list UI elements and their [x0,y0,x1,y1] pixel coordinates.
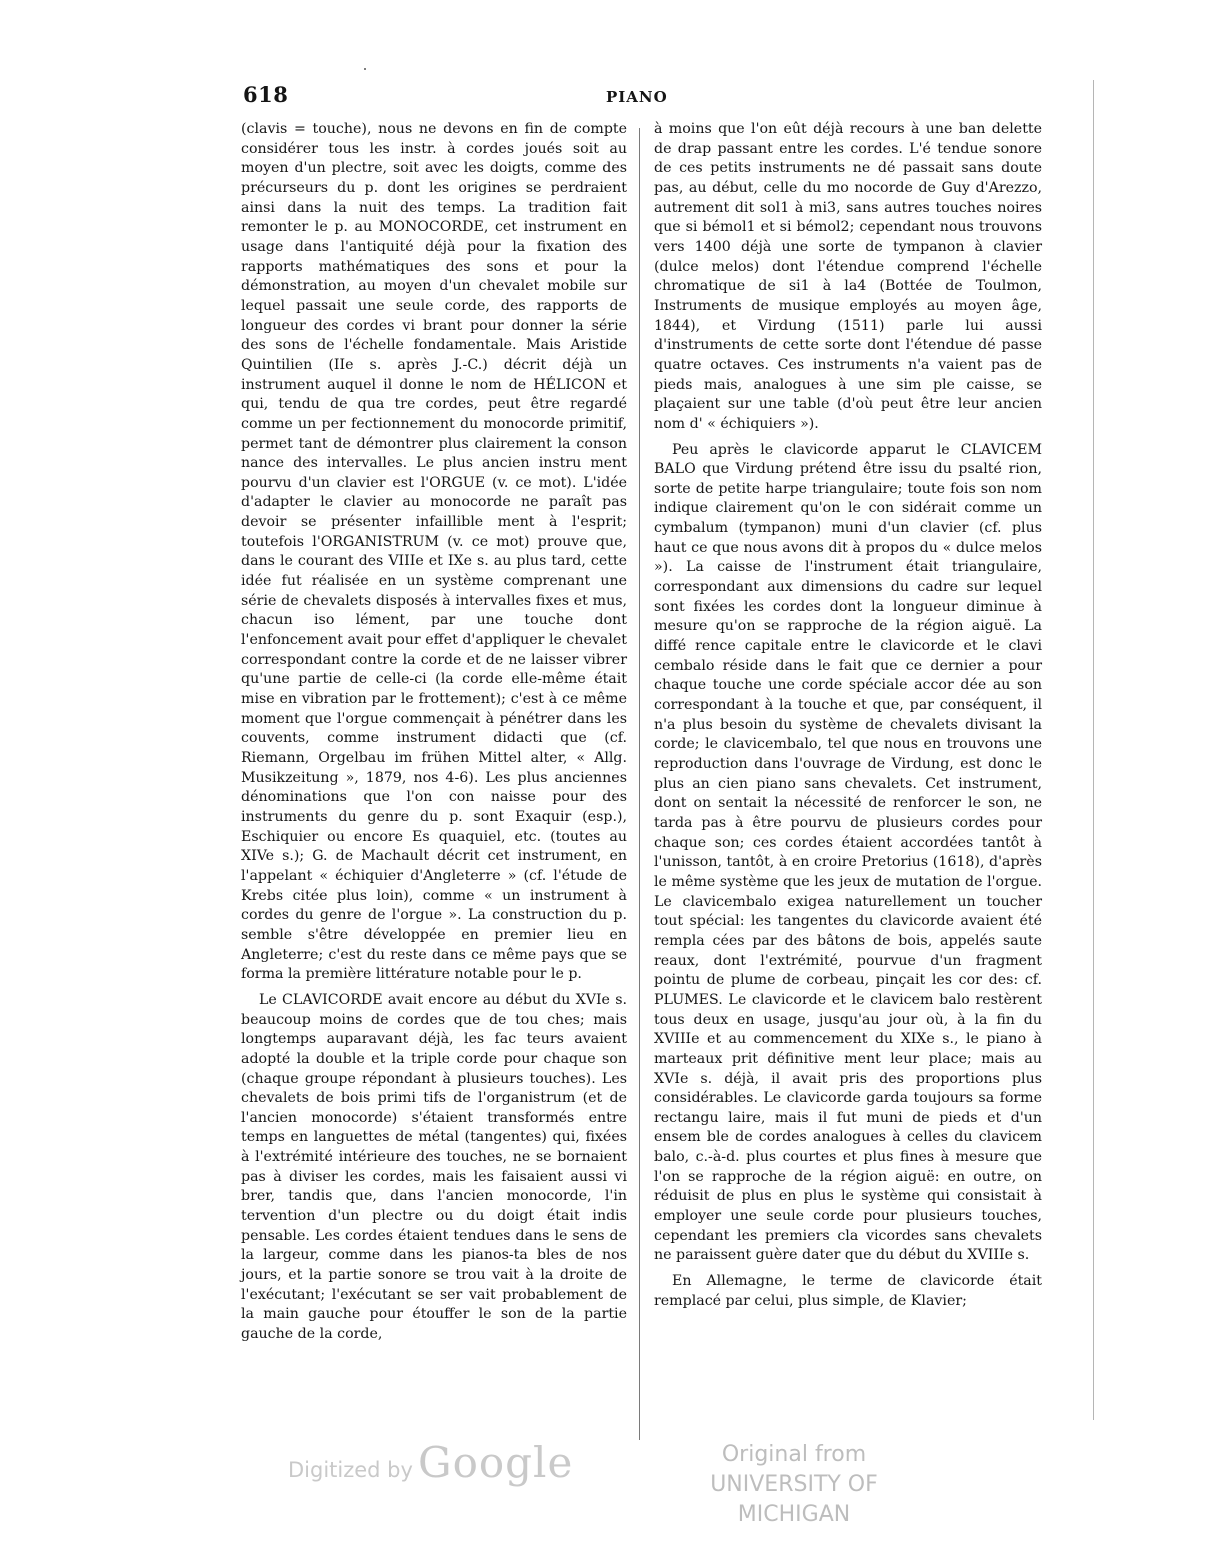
text-line: ches; mais longtemps auparavant déjà, les fac [241,1011,628,1048]
text-line: 1400 déjà une sorte de tympanon à clavier [694,238,1042,255]
google-logo-text: Google [418,1438,574,1487]
text-line: que l'on se rapproche de la région aiguë: en [654,1149,1042,1185]
text-line: Le CLAVICORDE avait encore au début du [259,991,576,1008]
text-line: première littérature notable pour le p. [305,966,582,983]
text-line: développée en premier lieu en Angleterre; c'est [241,926,628,963]
text-line: jeux de mutation de l'orgue. Le clavicembalo [654,873,1042,910]
text-line: En Allemagne, le terme de clavicorde était [672,1273,1042,1290]
original-from-text: Original from [721,1442,867,1467]
text-line: nance des intervalles. Le plus ancien instru [241,455,582,472]
text-line: brer, tandis que, dans l'ancien monocorde, l'in [241,1188,627,1205]
text-line: ment à l'esprit; toutefois l'ORGANISTRUM (v. ce [241,514,627,550]
text-line: comme des précurseurs du p. dont les origines [241,160,627,196]
text-line: la fixation des rapports mathématiques des [241,238,627,275]
text-line: d'Angleterre » (cf. l'étude de Krebs citée plus [241,867,628,904]
left-paragraph-2 [241,991,627,1345]
text-line: sont Exaquir (esp.), Eschiquier ou encore Es [241,808,627,845]
text-line: plusieurs touches, cependant les premiers cla [654,1208,1042,1244]
text-line: plus anciennes dénominations que l'on con [241,769,627,806]
text-line: XVIe s. beaucoup moins de cordes que de tou [241,991,627,1028]
text-line: compte considérer tous les instr. à cordes joués [241,121,627,157]
digitized-by-text: Digitized by [288,1458,413,1482]
text-line: (1618), d'après le même système que les [654,854,1042,890]
text-line: du XIXe s., le piano à marteaux prit définitive [654,1031,1042,1067]
text-line: loin), comme « un instrument à cordes du genre [241,887,627,924]
text-line: de métal (tangentes) qui, fixées à l'extrémité [241,1129,627,1166]
text-line: naisse pour des instruments du genre du p. [241,789,627,825]
text-line: Peu après le clavicorde apparut le CLAVICEM [672,441,1042,458]
text-line: en vibration par le frottement); c'est à ce même [279,691,627,708]
text-line: diviser les cordes, mais les faisaient aussi vi [289,1168,627,1185]
text-line: pour chaque son (chaque groupe répondant à [241,1050,627,1087]
text-line: par conséquent, il n'a plus besoin du système [654,697,1043,733]
text-line: les cordes dont la longueur diminue à mesure [654,598,1042,635]
text-line: fondamentale. Mais Aristide Quintilien (IIe s. [241,337,627,373]
text-line: des: cf. PLUMES. Le clavicorde et le clavicem [654,972,1042,1008]
right-paragraph-1 [654,120,1042,435]
text-line: outre, on réduisit de plus en plus le système [654,1168,1042,1205]
text-line: tradition fait remonter le p. au MONOCORDE, cet [241,199,627,236]
text-line: âge, 1844), et Virdung (1511) parle lui aussi [654,297,1042,334]
text-line: BALO que Virdung prétend être issu du psalté [654,461,1002,478]
text-line: jour où, à la fin du XVIIIe et au commencement [654,1011,1042,1048]
text-line: à moins que l'on eût déjà recours à une ban [654,121,986,137]
ink-speck [364,68,366,70]
text-line: chromatique de si1 à la4 (Bottée de Toulmon, [654,278,1042,295]
text-line: balo, c.-à-d. plus courtes et plus fines à mesure [654,1149,1016,1166]
text-line: partie de celle-ci (la corde elle-même était mise [241,671,627,708]
text-line: après J.-C.) décrit déjà un instrument auquel il [241,356,627,393]
text-line: être leur ancien nom d' « échiquiers »). [654,396,1042,432]
text-line: tendue sonore de ces petits instruments ne dé [654,140,1043,177]
page-edge-line [1093,80,1094,1420]
text-line: passe quatre octaves. Ces instruments n'a [654,337,1043,373]
text-line: sons et pour la démonstration, au moyen d'un [241,258,627,295]
text-line: alter, « Allg. Musikzeitung », 1879, nos 4-6). Les [241,750,628,786]
text-line: laire, mais il fut muni de pieds et d'un ensem [654,1109,1042,1146]
text-line: tant de démontrer plus clairement la conson [298,435,627,452]
text-line: on sentait la nécessité de renforcer le son, ne [693,795,1042,812]
text-line: reaux, dont l'extrémité, pourvue d'un fragment [654,952,1042,969]
text-line: passait sans doute pas, au début, celle du mo [654,160,1043,196]
text-line: (dulce melos) dont l'étendue comprend l'échelle [654,258,1042,275]
text-line: vicordes sans chevalets ne paraissent guère [654,1227,1042,1264]
text-line: intérieure des touches, ne se bornaient pas à [241,1149,627,1185]
text-line: que (cf. Riemann, Orgelbau im frühen Mittel [241,730,627,766]
text-line: sens de la largeur, comme dans les pianos-ta [241,1227,627,1264]
text-line: pour effet d'appliquer le chevalet correspondant [241,632,627,668]
text-line: mot). L'idée d'adapter le clavier au monocorde [241,474,628,511]
text-line: dans les couvents, comme instrument didacti [241,710,628,747]
text-line: rion, sorte de petite harpe triangulaire; toute [654,461,1042,497]
text-line: ple caisse, se plaçaient sur une table (d'où peut [654,376,1042,413]
text-line: ment pourvu d'un clavier est l'ORGUE (v. ce [241,455,628,491]
text-line: bles de nos jours, et la partie sonore se trou [241,1247,627,1284]
text-line: de chevalets divisant la corde; le clavicembalo, [654,716,1042,753]
text-line: d'un clavier (cf. plus haut ce que nous avons [654,520,1042,556]
text-line: du reste dans ce même pays que se forma la [241,946,627,983]
text-line: clavicorde garda toujours sa forme rectangu [654,1090,1042,1126]
text-line: sidérait comme un cymbalum (tympanon) muni [654,500,1042,537]
text-line: fois son nom indique clairement qu'on le con [654,480,1042,517]
university-text: UNIVERSITY OF MICHIGAN [710,1472,878,1527]
text-line: exigea naturellement un toucher tout spécial: [654,893,1043,930]
text-line: tantôt à l'unisson, tantôt, à en croire Pretorius [654,834,1042,871]
text-line: tre cordes, peut être regardé comme un per [241,396,628,432]
text-line: quaquiel, etc. (toutes au XIVe s.); G. de Machault [241,828,627,865]
text-line: nocorde de Guy d'Arezzo, autrement dit sol1 à [654,179,1042,216]
text-line: (clavis = touche), nous ne devons en fin de [241,121,574,137]
text-line: lément, par une touche dont l'enfoncement avait [241,612,627,649]
page-number: 618 [243,82,289,107]
text-line: vait à la droite de l'exécutant; l'exécutant se ser [241,1267,628,1303]
column-divider [639,128,640,1440]
text-line: décrit cet instrument, en l'appelant « échiquier [241,848,627,884]
left-column [241,120,627,1345]
text-line: mot) prouve que, dans le courant des VIIIe et [241,533,627,570]
text-line: tervention d'un plectre ou du doigt était indis [241,1208,627,1225]
left-paragraph-1 [241,120,627,985]
text-line: qu'on se rapproche de la région aiguë. La diffé [654,618,1042,655]
text-line: corde, des rapports de longueur des cordes vi [241,297,628,334]
text-line: d'instruments de cette sorte dont l'étendue dé [654,337,996,354]
text-line: balo restèrent tous deux en usage, jusqu'au [654,991,1042,1028]
right-paragraph-2 [654,441,1042,1267]
text-line: teurs avaient adopté la double et la triple corde [241,1031,628,1067]
text-line: et si bémol2; cependant nous trouvons vers [654,219,1043,255]
text-line: dater que du début du XVIIIe s. [801,1247,1030,1264]
original-from-watermark [664,1440,924,1530]
text-line: tifs de l'organistrum (et de l'ancien monocorde) [241,1090,627,1126]
text-line: ne paraît pas devoir se présenter infaillible [241,494,627,531]
text-line: fectionnement du monocorde primitif, permet [241,415,627,452]
digitized-by-watermark [288,1438,573,1487]
text-line: IXe s. au plus tard, cette idée fut réalisée en un [241,553,628,590]
text-line: s'étaient transformés entre temps en languettes [241,1109,627,1146]
text-line: les tangentes du clavicorde avaient été rempla [654,913,1043,949]
running-head: PIANO [606,88,668,106]
text-line: aux dimensions du cadre sur lequel sont fixées [654,579,1042,615]
text-line: cien piano sans chevalets. Cet instrument, dont [654,775,1042,812]
text-line: de l'orgue ». La construction du p. semble s'être [241,907,627,943]
text-line: rence capitale entre le clavicorde et le clavi [695,638,1042,655]
text-line: tel que nous en trouvons une reproduction [654,736,1042,772]
text-line: dit à propos du « dulce melos »). La caisse de [654,539,1042,576]
text-line: pensable. Les cordes étaient tendues dans le [241,1227,573,1244]
text-line: remplacé par celui, plus simple, de Klavier; [654,1292,967,1309]
text-line: instrument en usage dans l'antiquité déjà pour [241,219,627,255]
text-line: mi3, sans autres touches noires que si bémol1 [654,199,1043,236]
text-line: étouffer le son de la partie gauche de la corde, [241,1306,627,1343]
text-line: ment leur place; mais au XVIe s. déjà, il avait [654,1050,1042,1087]
text-line: tarda pas à être pourvu de plusieurs cordes [654,814,1009,831]
text-line: l'instrument était triangulaire, correspondant [654,559,1042,596]
text-line: moment que l'orgue commençait à pénétrer [241,710,568,727]
text-line: ble de cordes analogues à celles du clavicem [706,1129,1042,1146]
text-line: soit au moyen d'un plectre, soit avec les doigts, [241,140,627,177]
text-line: cées par des bâtons de bois, appelés saute [712,932,1042,949]
text-line: donne le nom de HÉLICON et qui, tendu de qua [241,376,628,413]
text-line: pour chaque touche une corde spéciale accor [654,657,1042,694]
text-line: disposés à intervalles fixes et mus, chacun iso [241,592,627,629]
text-line: qui consistait à employer une seule corde pour [654,1188,1042,1225]
text-line: dans l'ouvrage de Virdung, est donc le plus an [654,756,1042,792]
text-line: système comprenant une série de chevalets [241,573,627,609]
text-line: pris des proportions plus considérables. Le [654,1070,1042,1107]
text-line: vait probablement de la main gauche pour [241,1286,627,1323]
text-line: se perdraient ainsi dans la nuit des temps. La [241,179,627,216]
text-line: delette de drap passant entre les cordes. L'é [654,121,1042,157]
text-line: chevalet mobile sur lequel passait une seule [241,278,627,314]
right-paragraph-3 [654,1272,1042,1311]
text-line: brant pour donner la série des sons de l'échelle [241,317,627,354]
text-line: dée au son correspondant à la touche et que, [654,677,1043,714]
text-line: pointu de plume de corbeau, pinçait les cor [654,972,982,989]
text-line: pour chaque son; ces cordes étaient accordées [654,814,1042,851]
text-line: plusieurs touches). Les chevalets de bois primi [241,1070,627,1107]
right-column [654,120,1042,1311]
text-line: cembalo réside dans le fait que ce dernier a [654,657,1009,674]
text-line: Instruments de musique employés au moyen [654,297,1012,314]
text-line: vaient pas de pieds mais, analogues à une sim [654,356,1042,393]
text-line: contre la corde et de ne laisser vibrer qu'une [241,651,627,688]
